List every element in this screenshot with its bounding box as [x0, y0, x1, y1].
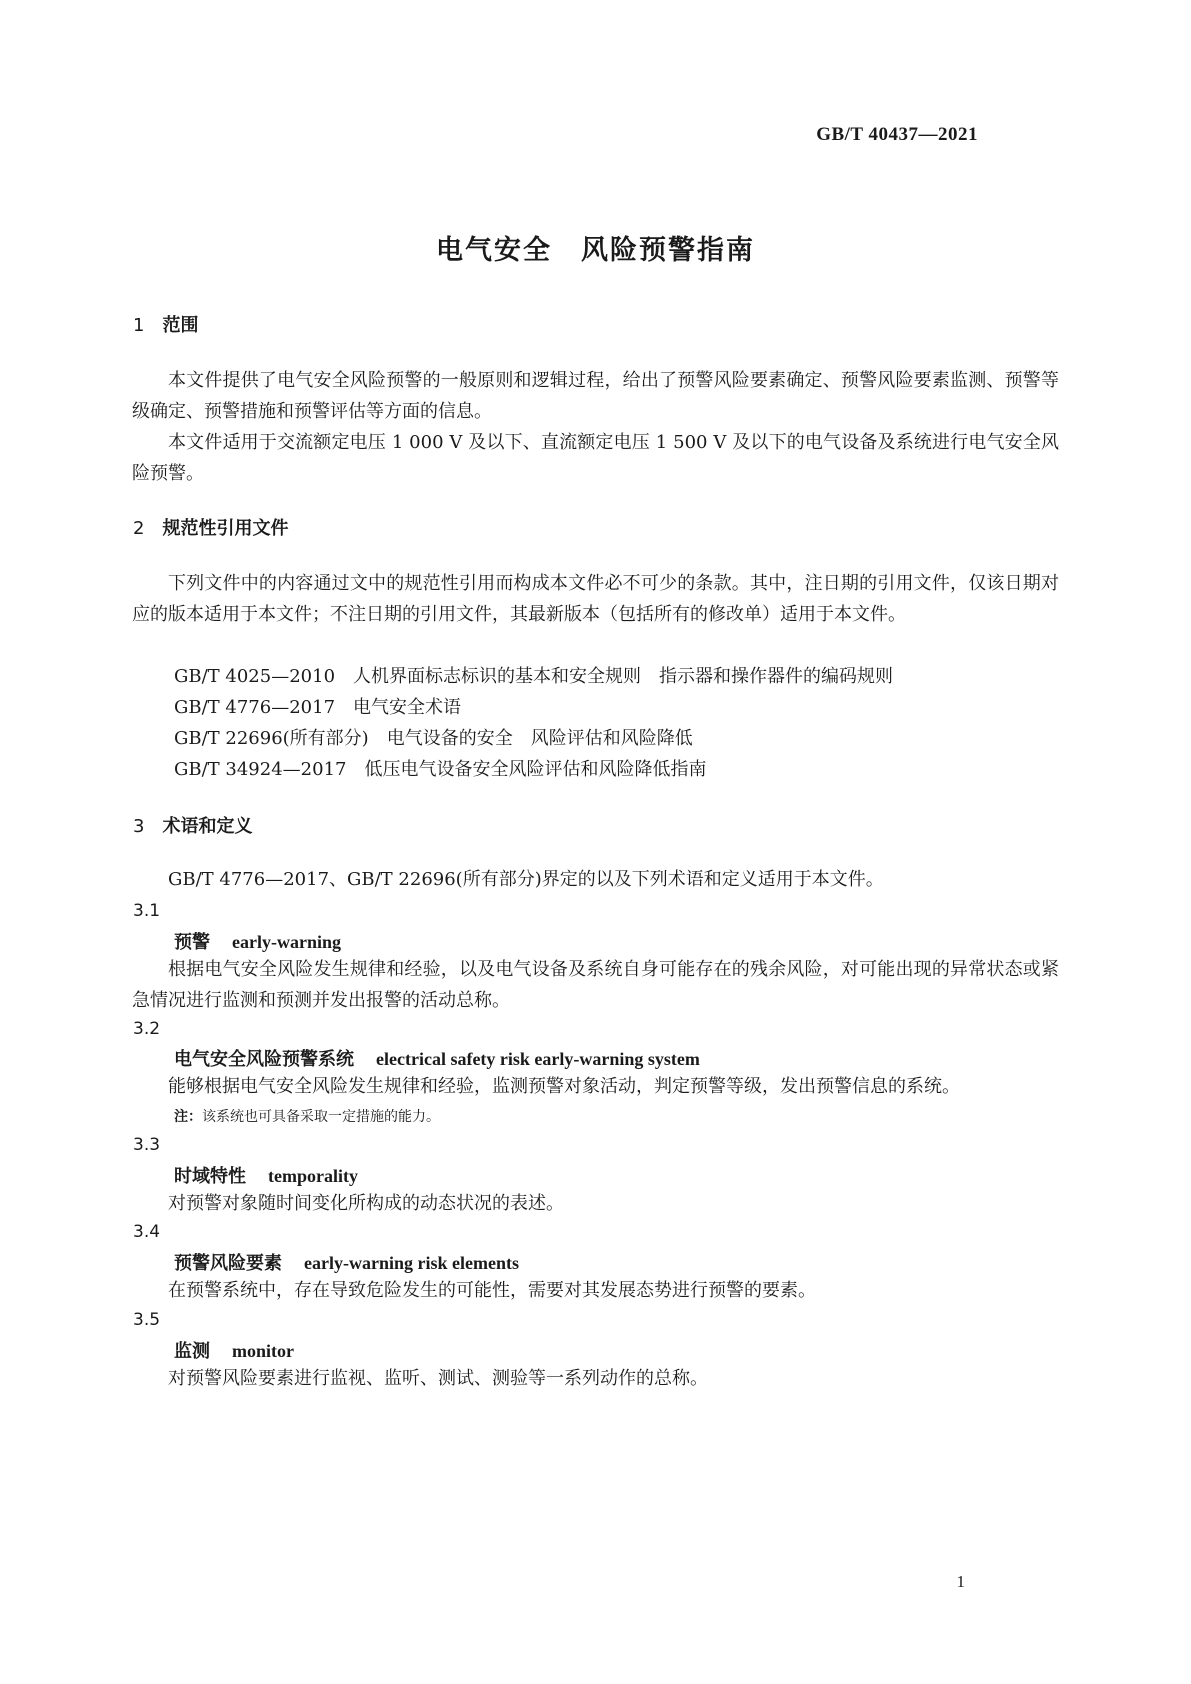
term-en: early-warning	[232, 932, 341, 952]
reference-code: GB/T 34924—2017	[174, 759, 347, 780]
reference-code: GB/T 4025—2010	[174, 666, 336, 687]
reference-item	[174, 754, 706, 785]
section-2-paragraph-1: 下列文件中的内容通过文中的规范性引用而构成本文件必不可少的条款。其中，注日期的引用文件，仅该日期对应的版本适用于本文件；不注日期的引用文件，其最新版本（包括所有的修改单）适用于本文件。	[132, 573, 1059, 625]
term-note	[174, 1106, 440, 1126]
section-1-heading	[133, 311, 198, 337]
term-heading	[174, 928, 341, 954]
reference-title: 人机界面标志标识的基本和安全规则 指示器和操作器件的编码规则	[353, 666, 894, 687]
section-number: 2	[133, 518, 145, 539]
page-number: 1	[956, 1572, 965, 1591]
reference-code: GB/T 22696(所有部分)	[174, 728, 369, 749]
reference-item	[174, 661, 893, 692]
reference-title: 电气设备的安全 风险评估和风险降低	[386, 728, 693, 749]
term-zh: 监测	[174, 1341, 210, 1362]
term-en: electrical safety risk early-warning system	[376, 1049, 700, 1069]
term-heading	[174, 1337, 294, 1363]
note-text: 该系统也可具备采取一定措施的能力。	[202, 1109, 440, 1125]
term-number: 3.4	[133, 1222, 161, 1242]
term-zh: 电气安全风险预警系统	[174, 1049, 354, 1070]
term-number: 3.2	[133, 1019, 161, 1039]
term-definition: 能够根据电气安全风险发生规律和经验，监测预警对象活动，判定预警等级，发出预警信息的系统。	[168, 1076, 960, 1097]
section-number: 1	[133, 315, 145, 336]
reference-title: 电气安全术语	[353, 697, 462, 718]
term-definition: 对预警风险要素进行监视、监听、测试、测验等一系列动作的总称。	[168, 1368, 708, 1389]
section-3-heading	[133, 812, 252, 838]
reference-item	[174, 692, 461, 723]
section-3-paragraph-1: GB/T 4776—2017、GB/T 22696(所有部分)界定的以及下列术语和定义适用于本文件。	[168, 869, 884, 890]
term-zh: 时域特性	[174, 1166, 246, 1187]
section-1-paragraph-1: 本文件提供了电气安全风险预警的一般原则和逻辑过程，给出了预警风险要素确定、预警风险要素监测、预警等级确定、预警措施和预警评估等方面的信息。	[132, 370, 1059, 422]
note-label: 注：	[174, 1109, 202, 1125]
term-en: monitor	[232, 1341, 294, 1361]
section-title: 范围	[162, 315, 199, 336]
term-number: 3.5	[133, 1310, 161, 1330]
term-zh: 预警风险要素	[174, 1253, 282, 1274]
term-definition: 在预警系统中，存在导致危险发生的可能性，需要对其发展态势进行预警的要素。	[168, 1280, 816, 1301]
reference-code: GB/T 4776—2017	[174, 697, 336, 718]
term-definition: 根据电气安全风险发生规律和经验，以及电气设备及系统自身可能存在的残余风险，对可能出现的异常状态或紧急情况进行监测和预测并发出报警的活动总称。	[132, 959, 1059, 1011]
term-zh: 预警	[174, 932, 210, 953]
term-definition: 对预警对象随时间变化所构成的动态状况的表述。	[168, 1193, 564, 1214]
term-en: temporality	[268, 1166, 358, 1186]
reference-title: 低压电气设备安全风险评估和风险降低指南	[364, 759, 707, 780]
section-title: 规范性引用文件	[162, 518, 289, 539]
section-number: 3	[133, 816, 145, 837]
term-en: early-warning risk elements	[304, 1253, 519, 1273]
section-1-paragraph-2: 本文件适用于交流额定电压 1 000 V 及以下、直流额定电压 1 500 V 及以下的电气设备及系统进行电气安全风险预警。	[132, 432, 1059, 484]
term-number: 3.1	[133, 901, 161, 921]
standard-code: GB/T 40437—2021	[816, 124, 978, 145]
term-number: 3.3	[133, 1135, 161, 1155]
term-heading	[174, 1162, 358, 1188]
document-title: 电气安全 风险预警指南	[436, 235, 755, 266]
term-heading	[174, 1045, 700, 1071]
section-title: 术语和定义	[162, 816, 253, 837]
term-heading	[174, 1249, 519, 1275]
reference-item	[174, 723, 693, 754]
section-2-heading	[133, 514, 288, 540]
